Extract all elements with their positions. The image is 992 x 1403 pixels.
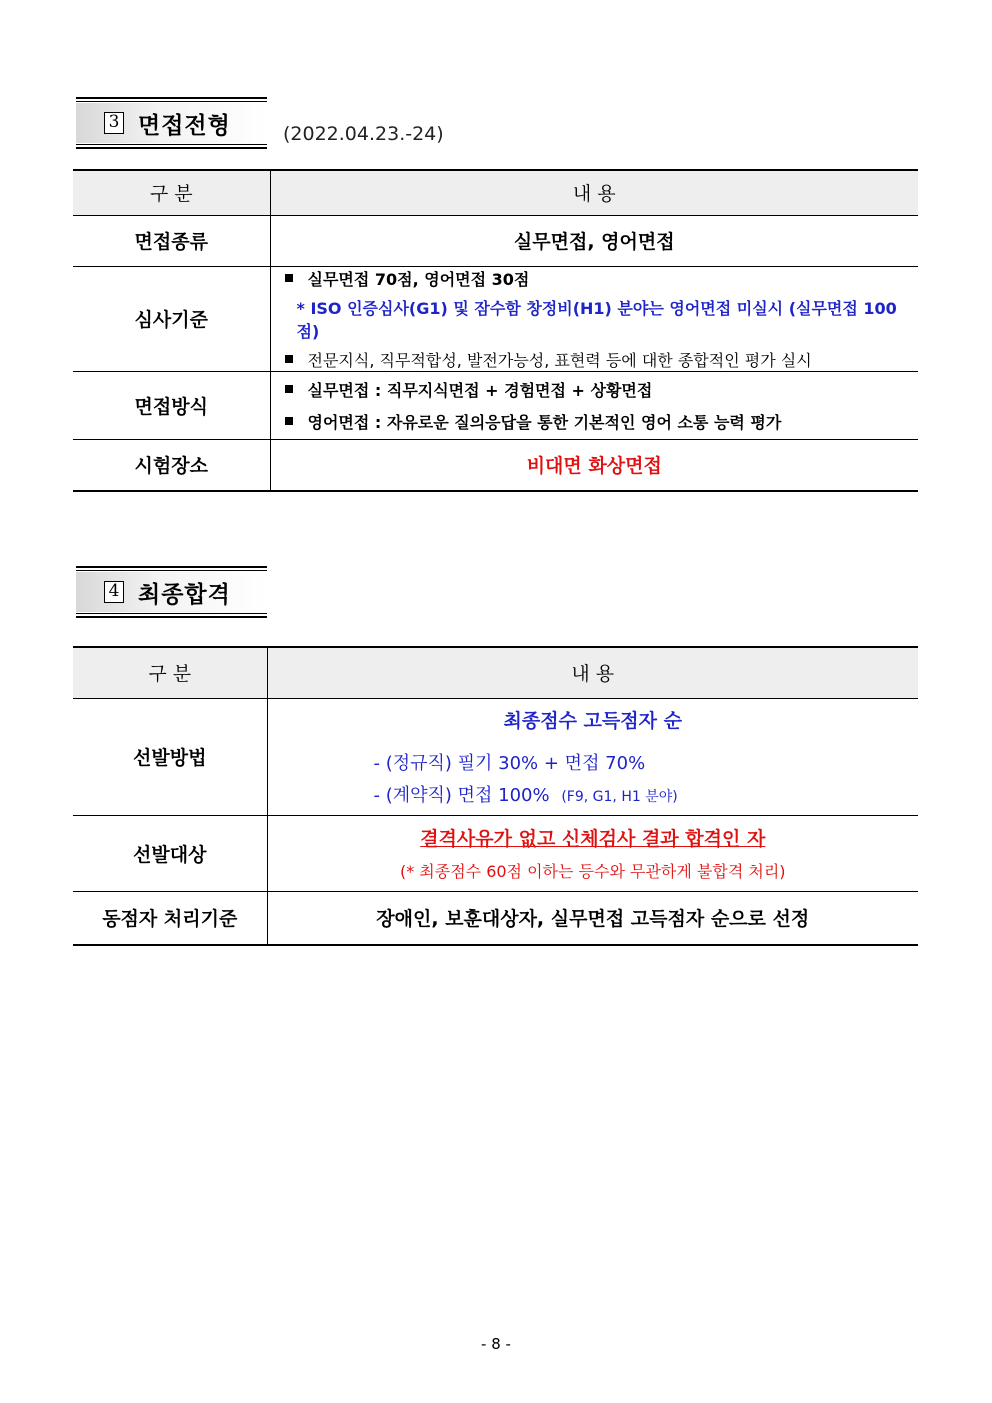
target-note: (* 최종점수 60점 이하는 등수와 무관하게 불합격 처리)	[399, 862, 786, 881]
section-4-heading	[76, 566, 267, 618]
section-4-number: 4	[104, 581, 124, 603]
selection-line-regular: - (정규직) 필기 30% + 면접 70%	[373, 753, 646, 774]
section-3-heading	[76, 97, 267, 149]
list-item: 실무면접 : 직무지식면접 + 경험면접 + 상황면접	[285, 378, 919, 401]
square-bullet-icon	[285, 417, 293, 425]
row-label: 심사기준	[73, 266, 270, 371]
final-pass-table	[73, 646, 918, 946]
list-item: 영어면접 : 자유로운 질의응답을 통한 기본적인 영어 소통 능력 평가	[285, 410, 919, 433]
table-row	[73, 891, 918, 945]
table-row	[73, 698, 918, 815]
section-3-number: 3	[104, 112, 124, 134]
header-content: 내 용	[270, 170, 918, 215]
header-content: 내 용	[267, 647, 918, 698]
header-category: 구 분	[73, 647, 267, 698]
page-number: - 8 -	[481, 1335, 511, 1353]
table-row	[73, 815, 918, 891]
venue-value: 비대면 화상면접	[270, 439, 918, 491]
section-4-title: 최종합격	[138, 581, 231, 608]
interview-table	[73, 169, 918, 492]
tie-value: 장애인, 보훈대상자, 실무면접 고득점자 순으로 선정	[267, 891, 918, 945]
header-category: 구 분	[73, 170, 270, 215]
selection-line-contract: - (계약직) 면접 100% (F9, G1, H1 분야)	[373, 785, 678, 806]
row-label: 면접종류	[73, 215, 270, 266]
row-label: 면접방식	[73, 371, 270, 439]
row-label: 동점자 처리기준	[73, 891, 267, 945]
target-main: 결격사유가 없고 신체검사 결과 합격인 자	[420, 828, 766, 850]
criteria-note: * ISO 인증심사(G1) 및 잠수함 창정비(H1) 분야는 영어면접 미실시 (실무면접 100점)	[296, 298, 897, 341]
list-item: 전문지식, 직무적합성, 발전가능성, 표현력 등에 대한 종합적인 평가 실시	[285, 348, 919, 371]
table-row	[73, 266, 918, 371]
list-item: 실무면접 70점, 영어면접 30점	[285, 267, 919, 290]
selection-main: 최종점수 고득점자 순	[503, 710, 682, 732]
square-bullet-icon	[285, 274, 293, 282]
square-bullet-icon	[285, 355, 293, 363]
table-row	[73, 215, 918, 266]
row-label: 선발방법	[73, 698, 267, 815]
row-label: 시험장소	[73, 439, 270, 491]
table-header-row	[73, 170, 918, 215]
table-row	[73, 371, 918, 439]
table-header-row	[73, 647, 918, 698]
row-label: 선발대상	[73, 815, 267, 891]
section-3-title: 면접전형	[138, 112, 231, 139]
table-row	[73, 439, 918, 491]
interview-type: 실무면접, 영어면접	[270, 215, 918, 266]
square-bullet-icon	[285, 385, 293, 393]
section-3-date: (2022.04.23.-24)	[283, 123, 444, 145]
